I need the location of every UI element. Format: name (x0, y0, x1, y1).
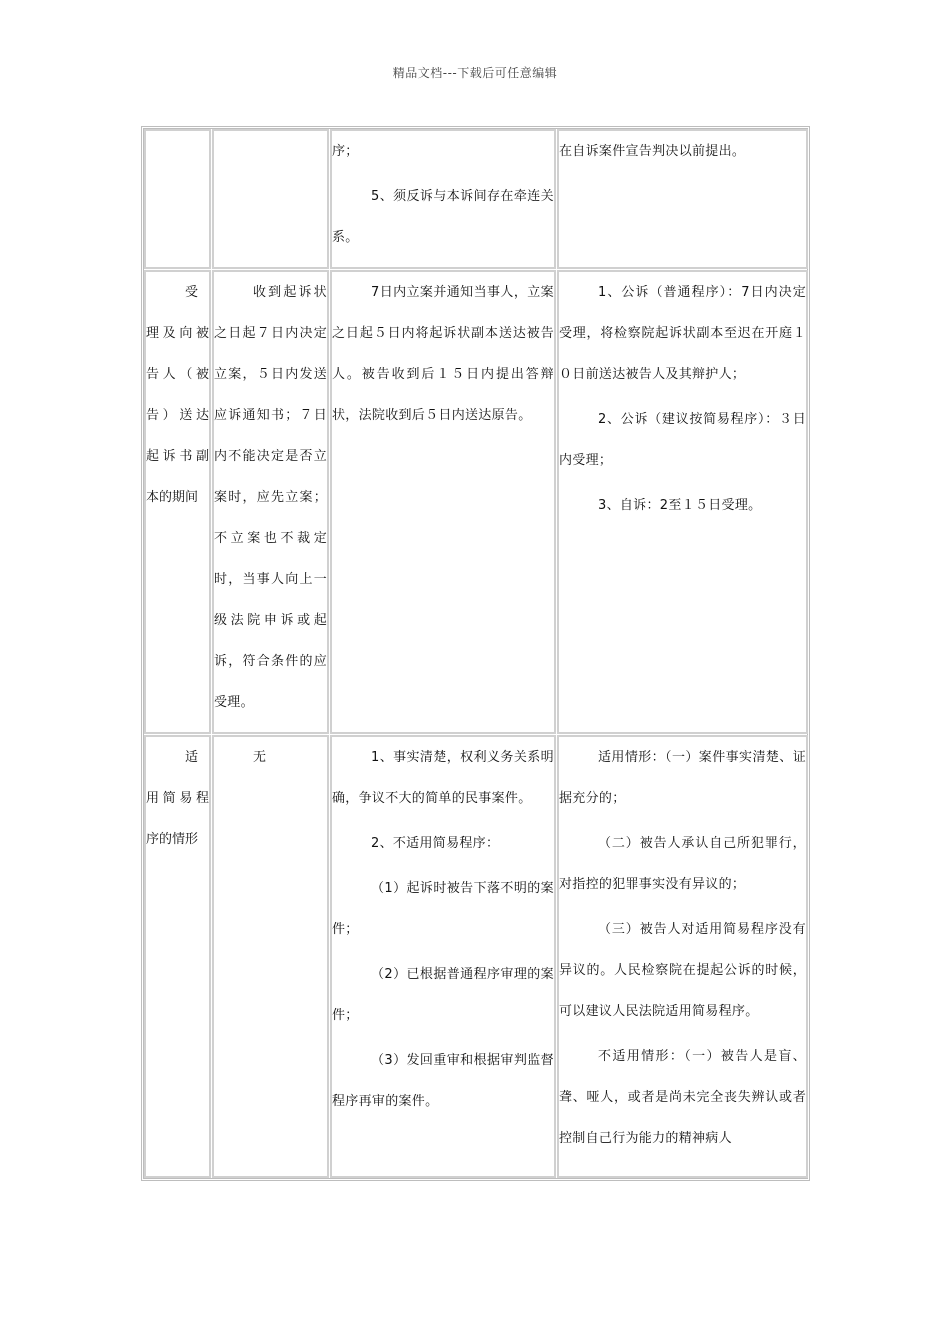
cell-text: （二）被告人承认自己所犯罪行，对指控的犯罪事实没有异议的； (559, 836, 806, 892)
cell-text: （三）被告人对适用简易程序没有异议的。人民检察院在提起公诉的时候，可以建议人民法院适用简易程序。 (559, 922, 806, 1019)
cell-text: 适用简易程序的情形 (146, 750, 209, 847)
table-row (144, 270, 807, 734)
cell-text: （2）已根据普通程序审理的案件； (332, 967, 554, 1023)
cell-text: 在自诉案件宣告判决以前提出。 (559, 144, 746, 159)
cell-text: 7日内立案并通知当事人，立案之日起５日内将起诉状副本送达被告人。被告收到后１５日内提出答辩状，法院收到后５日内送达原告。 (332, 285, 554, 423)
cell-text: 无 (253, 750, 267, 765)
table-row (144, 129, 807, 269)
comparison-table (141, 126, 810, 1181)
page-header: 精品文档---下载后可任意编辑 (392, 66, 558, 80)
table-cell (557, 129, 808, 269)
cell-text: 收到起诉状之日起７日内决定立案，５日内发送应诉通知书；７日内不能决定是否立案时，应先立案；不立案也不裁定时，当事人向上一级法院申诉或起诉，符合条件的应受理。 (214, 285, 327, 710)
table-cell (144, 129, 211, 269)
cell-text: （1）起诉时被告下落不明的案件； (332, 881, 554, 937)
table-cell (330, 270, 556, 734)
table-cell (557, 735, 808, 1178)
cell-text: （3）发回重审和根据审判监督程序再审的案件。 (332, 1053, 554, 1109)
table-cell (212, 129, 329, 269)
cell-text: 1、公诉（普通程序）：7日内决定受理，将检察院起诉状副本至迟在开庭１０日前送达被告人及其辩护人； (559, 285, 806, 382)
cell-text: 2、不适用简易程序： (371, 836, 500, 851)
cell-text: 5、须反诉与本诉间存在牵连关系。 (332, 189, 554, 245)
table-cell (144, 270, 211, 734)
table-cell (557, 270, 808, 734)
cell-text: 2、公诉（建议按简易程序）：３日内受理； (559, 412, 806, 468)
table-cell (330, 129, 556, 269)
table-row (144, 735, 807, 1178)
cell-text: 受理及向被告人（被告）送达起诉书副本的期间 (146, 285, 209, 505)
cell-text: 3、自诉：2至１５日受理。 (598, 498, 762, 513)
cell-text: 序； (332, 144, 359, 159)
cell-text: 1、事实清楚，权利义务关系明确，争议不大的简单的民事案件。 (332, 750, 554, 806)
table-cell (144, 735, 211, 1178)
table-cell (212, 270, 329, 734)
table-cell (212, 735, 329, 1178)
cell-text: 适用情形：（一）案件事实清楚、证据充分的； (559, 750, 806, 806)
cell-text: 不适用情形：（一）被告人是盲、聋、哑人，或者是尚未完全丧失辨认或者控制自己行为能力的精神病人 (559, 1049, 806, 1146)
table-cell (330, 735, 556, 1178)
